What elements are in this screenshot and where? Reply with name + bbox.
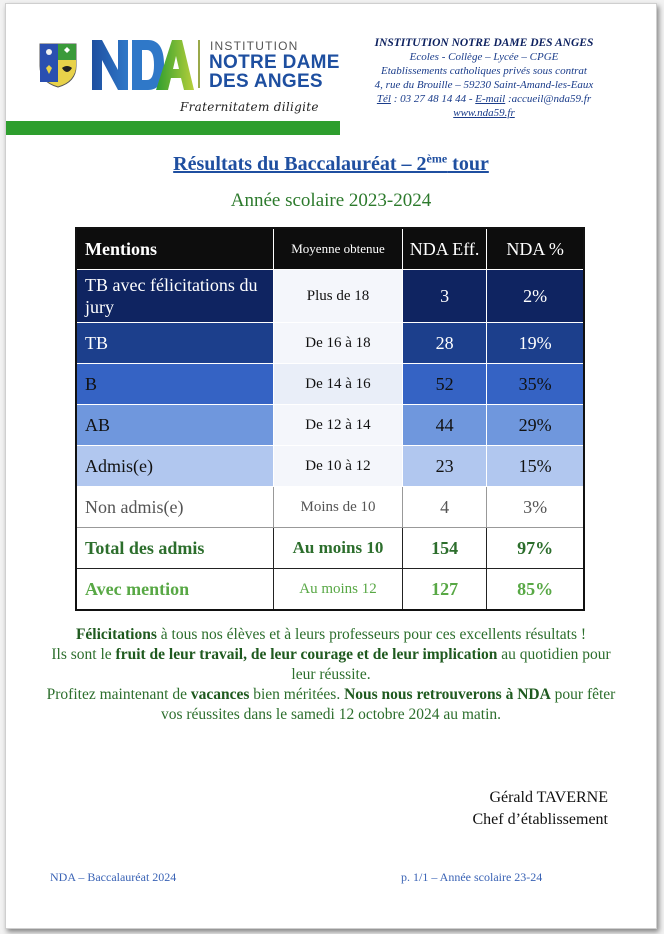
school-year: Année scolaire 2023-2024 [230, 190, 432, 211]
tel-label: Tél [376, 93, 391, 105]
cell-mention: Total des admis [76, 528, 274, 569]
header-effectif: NDA Eff. [402, 228, 486, 270]
cell-percent: 35% [487, 364, 584, 405]
message-text: à tous nos élèves et à leurs professeurs pour ces excellents résultats ! [156, 626, 587, 643]
cell-effectif: 28 [402, 323, 486, 364]
table-row [76, 323, 584, 364]
message-text: bien méritées. [249, 686, 345, 703]
signature-block [472, 787, 608, 831]
table-row [76, 487, 584, 528]
cell-effectif: 127 [402, 569, 486, 611]
signatory-name: Gérald TAVERNE [489, 789, 608, 806]
document-page [5, 3, 657, 929]
message-bold: fruit de leur travail, de leur courage et de leur implication [115, 646, 498, 663]
table-header-row [76, 228, 584, 270]
message-bold: Félicitations [75, 626, 157, 643]
table-row [76, 364, 584, 405]
table-row [76, 270, 584, 323]
website-link[interactable]: www.nda59.fr [453, 107, 515, 119]
message-bold: Nous nous retrouverons à NDA [344, 686, 551, 703]
page-title [6, 151, 656, 176]
cell-effectif: 3 [402, 270, 486, 323]
contact-line-status: Etablissements catholiques privés sous contrat [381, 65, 587, 77]
nda-logo-icon [90, 34, 194, 94]
contact-name: INSTITUTION NOTRE DAME DES ANGES [374, 37, 594, 49]
contact-block [356, 36, 612, 120]
message-paragraph-3 [46, 685, 616, 725]
signatory-role: Chef d’établissement [472, 811, 608, 828]
tel-value: : 03 27 48 14 44 - [390, 93, 476, 105]
results-table [75, 227, 585, 611]
cell-mention: Non admis(e) [76, 487, 274, 528]
message-paragraph-1 [46, 625, 616, 645]
cell-percent: 19% [487, 323, 584, 364]
cell-mention: B [76, 364, 274, 405]
message-text: Profitez maintenant de [46, 686, 191, 703]
title-main: Résultats du Baccalauréat – 2 [173, 152, 427, 175]
header-moyenne: Moyenne obtenue [274, 228, 403, 270]
cell-mention: TB avec félicitations du jury [76, 270, 274, 323]
header-green-bar [6, 121, 340, 135]
title-sup: ème [426, 151, 448, 165]
cell-percent: 15% [487, 446, 584, 487]
footer-right: p. 1/1 – Année scolaire 23-24 [401, 870, 543, 884]
cell-effectif: 154 [402, 528, 486, 569]
cell-percent: 3% [487, 487, 584, 528]
institution-label: INSTITUTION [210, 39, 299, 53]
institution-name-line1: NOTRE DAME [209, 52, 340, 73]
cell-moyenne: Au moins 12 [274, 569, 403, 611]
table-row [76, 446, 584, 487]
cell-mention: Avec mention [76, 569, 274, 611]
cell-moyenne: De 16 à 18 [274, 323, 403, 364]
header-mentions: Mentions [76, 228, 274, 270]
cell-moyenne: Moins de 10 [274, 487, 403, 528]
motto: Fraternitatem diligite [180, 100, 319, 114]
cell-mention: AB [76, 405, 274, 446]
cell-moyenne: De 12 à 14 [274, 405, 403, 446]
cell-effectif: 23 [402, 446, 486, 487]
cell-percent: 97% [487, 528, 584, 569]
contact-line-address: 4, rue du Brouille – 59230 Saint-Amand-les-Eaux [374, 79, 594, 91]
cell-mention: Admis(e) [76, 446, 274, 487]
institution-name-line2: DES ANGES [209, 71, 323, 92]
contact-line-phone-email [356, 92, 612, 106]
email-label[interactable]: E-mail [475, 93, 506, 105]
header-percent: NDA % [487, 228, 584, 270]
email-value[interactable]: :accueil@nda59.fr [505, 93, 592, 105]
cell-moyenne: Plus de 18 [274, 270, 403, 323]
cell-percent: 2% [487, 270, 584, 323]
cell-moyenne: Au moins 10 [274, 528, 403, 569]
cell-percent: 29% [487, 405, 584, 446]
cell-moyenne: De 10 à 12 [274, 446, 403, 487]
table-row [76, 405, 584, 446]
message-text: pour fêter vos réussites dans le samedi 12 octobre 2024 au matin. [160, 686, 616, 723]
title-suffix: tour [447, 152, 489, 175]
cell-effectif: 44 [402, 405, 486, 446]
table-row-with-mention [76, 569, 584, 611]
table-row-total [76, 528, 584, 569]
cell-moyenne: De 14 à 16 [274, 364, 403, 405]
crest-icon [38, 42, 78, 88]
cell-effectif: 4 [402, 487, 486, 528]
cell-percent: 85% [487, 569, 584, 611]
cell-mention: TB [76, 323, 274, 364]
message-paragraph-2 [46, 645, 616, 685]
message-bold: vacances [190, 686, 250, 703]
contact-line-schools: Ecoles - Collège – Lycée – CPGE [409, 51, 559, 63]
logo-divider [198, 40, 200, 88]
congratulations-message [46, 625, 616, 725]
footer-left: NDA – Baccalauréat 2024 [50, 870, 177, 884]
message-text: au quotidien pour leur réussite. [291, 646, 611, 683]
message-text: Ils sont le [51, 646, 116, 663]
cell-effectif: 52 [402, 364, 486, 405]
